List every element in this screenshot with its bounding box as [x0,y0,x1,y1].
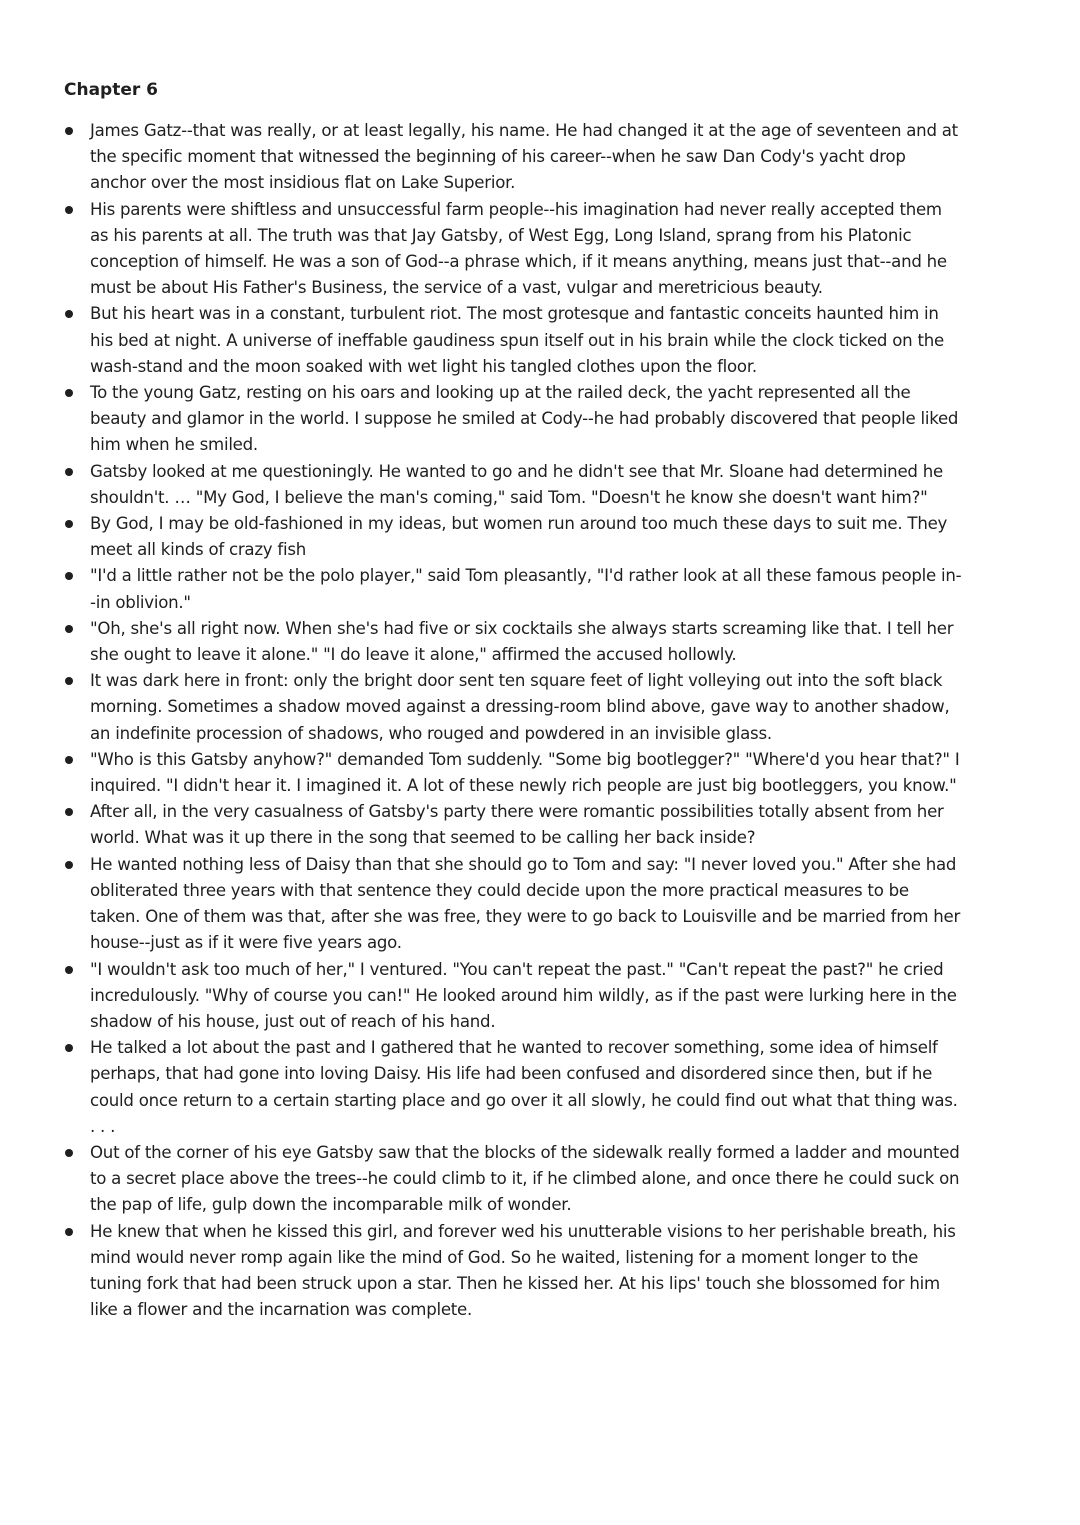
bullet-dot-icon [65,127,73,135]
bullet-text: By God, I may be old-fashioned in my ideas, but women run around too much these days to suit me. They meet all kinds of crazy fish [90,514,948,560]
bullet-text: He knew that when he kissed this girl, and forever wed his unutterable visions to her perishable breath, his mind would never romp again like the mind of God. So he waited, listening for a moment longer to the tuning fork that had been struck upon a star. Then he kissed her. At his lips' touch she blossomed for him like a flower and the incarnation was complete. [90,1221,956,1320]
bullet-item [64,616,964,668]
bullet-text: Out of the corner of his eye Gatsby saw that the blocks of the sidewalk really formed a ladder and mounted to a secret place above the trees--he could climb to it, if he climbed alone, and once there he could suck on the pap of life, gulp down the incomparable milk of wonder. [90,1142,960,1215]
bullet-item [64,197,964,302]
bullet-text: He talked a lot about the past and I gathered that he wanted to recover something, some idea of himself perhaps, that had gone into loving Daisy. His life had been confused and disordered since then, but if he could once return to a certain starting place and go over it all slowly, he could find out what that thing was. . . . [90,1038,958,1136]
bullet-dot-icon [65,310,73,318]
bullet-item [64,118,964,197]
bullet-text: Gatsby looked at me questioningly. He wanted to go and he didn't see that Mr. Sloane had determined he shouldn't. … "My God, I believe the man's coming," said Tom. "Doesn't he know she doesn't want him?" [90,461,943,507]
bullet-dot-icon [65,756,73,764]
bullet-item [64,1035,964,1140]
bullet-item [64,747,964,799]
bullet-item [64,1219,964,1324]
bullet-dot-icon [65,468,73,476]
bullet-text: He wanted nothing less of Daisy than that she should go to Tom and say: "I never loved you." After she had obliterated three years with that sentence they could decide upon the more practical measures to be taken. One of them was that, after she was free, they were to go back to Louisville and be married from her house--just as if it were five years ago. [90,854,961,953]
bullet-dot-icon [65,861,73,869]
bullet-dot-icon [65,808,73,816]
bullet-text: "Oh, she's all right now. When she's had five or six cocktails she always starts screaming like that. I tell her she ought to leave it alone." "I do leave it alone," affirmed the accused hollowly. [90,618,954,665]
bullet-item [64,1140,964,1219]
bullet-item [64,852,964,957]
bullet-dot-icon [65,389,73,397]
bullet-dot-icon [65,1228,73,1236]
bullet-item [64,563,964,615]
bullet-text: "I wouldn't ask too much of her," I ventured. "You can't repeat the past." "Can't repeat the past?" he cried incredulously. "Why of course you can!" He looked around him wildly, as if the past were lurking here in the shadow of his house, just out of reach of his hand. [90,959,957,1031]
bullet-dot-icon [65,206,73,214]
bullet-item [64,957,964,1036]
bullet-text: "I'd a little rather not be the polo player," said Tom pleasantly, "I'd rather look at all these famous people in--in oblivion." [90,566,962,612]
bullet-item [64,301,964,380]
bullet-item [64,380,964,459]
bullet-dot-icon [65,966,73,974]
bullet-item [64,668,964,747]
bullet-text: It was dark here in front: only the bright door sent ten square feet of light volleying out into the soft black morning. Sometimes a shadow moved against a dressing-room blind above, gave way to another shadow, an indefinite procession of shadows, who rouged and powdered in an invisible glass. [90,671,950,743]
bullet-dot-icon [65,1044,73,1052]
bullet-text: But his heart was in a constant, turbulent riot. The most grotesque and fantastic conceits haunted him in his bed at night. A universe of ineffable gaudiness spun itself out in his brain while the clock ticked on the wash-stand and the moon soaked with wet light his tangled clothes upon the floor. [90,304,944,376]
bullet-dot-icon [65,520,73,528]
bullet-text: His parents were shiftless and unsuccessful farm people--his imagination had never really accepted them as his parents at all. The truth was that Jay Gatsby, of West Egg, Long Island, sprang from his Platonic conception of himself. He was a son of God--a phrase which, if it means anything, means just that--and he must be about His Father's Business, the service of a vast, vulgar and meretricious beauty. [90,199,947,298]
bullet-dot-icon [65,625,73,633]
bullet-item [64,459,964,511]
bullet-text: "Who is this Gatsby anyhow?" demanded Tom suddenly. "Some big bootlegger?" "Where'd you hear that?" I inquired. "I didn't hear it. I imagined it. A lot of these newly rich people are just big bootleggers, you know." [90,749,960,796]
bullet-dot-icon [65,677,73,685]
bullet-text: James Gatz--that was really, or at least legally, his name. He had changed it at the age of seventeen and at the specific moment that witnessed the beginning of his career--when he saw Dan Cody's yacht drop anchor over the most insidious flat on Lake Superior. [90,121,958,193]
bullet-dot-icon [65,1149,73,1157]
bullet-list [64,118,964,1323]
chapter-heading: Chapter 6 [64,80,159,100]
bullet-item [64,511,964,563]
bullet-item [64,799,964,851]
bullet-text: After all, in the very casualness of Gatsby's party there were romantic possibilities totally absent from her world. What was it up there in the song that seemed to be calling her back inside? [90,802,944,848]
bullet-text: To the young Gatz, resting on his oars and looking up at the railed deck, the yacht represented all the beauty and glamor in the world. I suppose he smiled at Cody--he had probably discovered that people liked him when he smiled. [90,383,959,455]
bullet-dot-icon [65,572,73,580]
